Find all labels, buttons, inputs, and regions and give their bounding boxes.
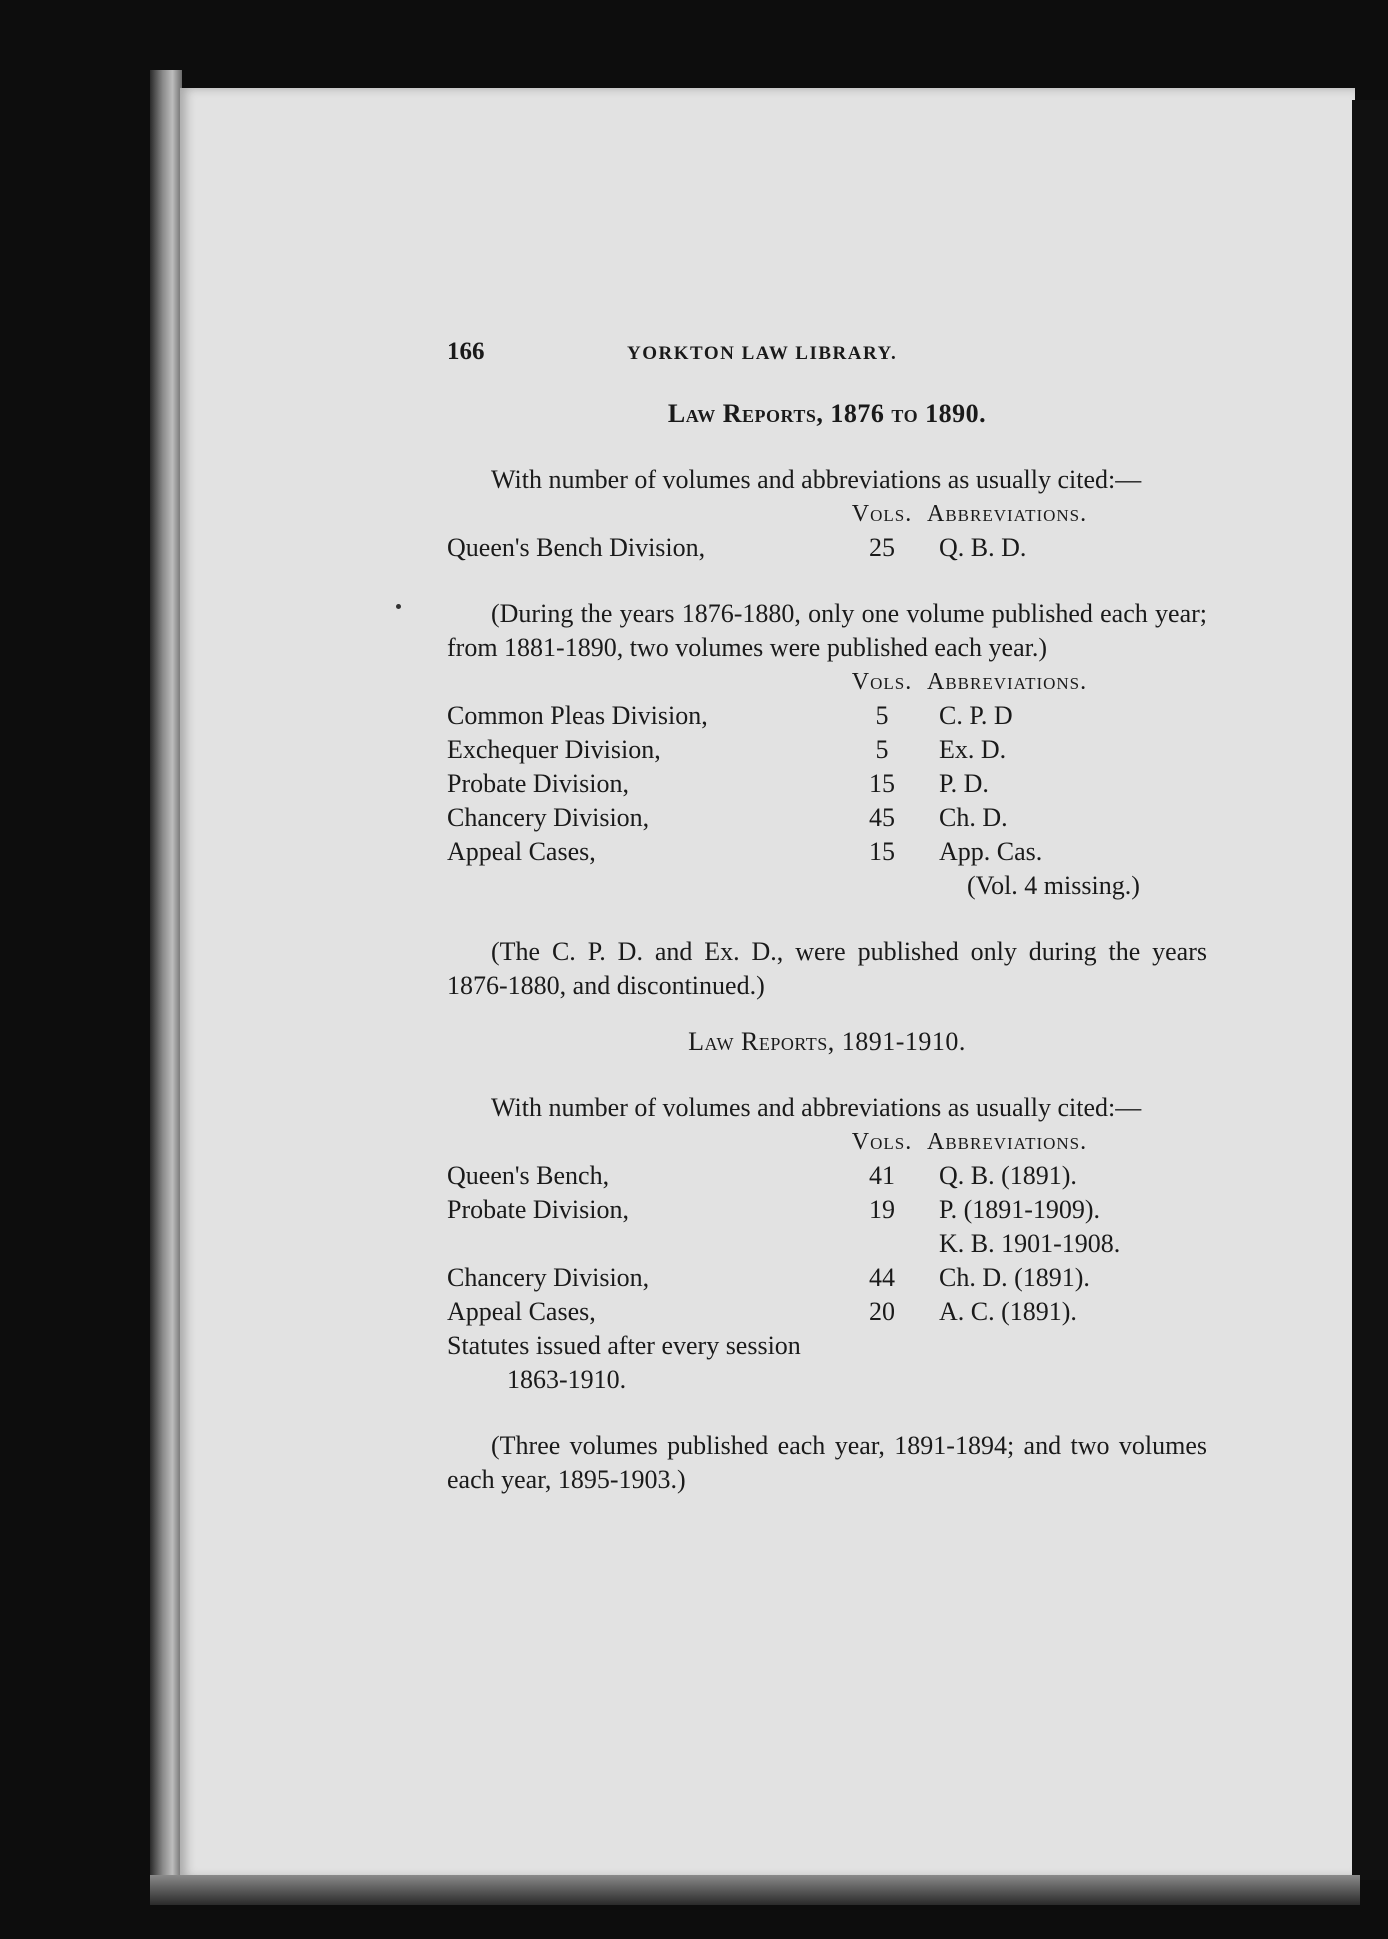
table-row xyxy=(447,531,1207,565)
section2-intro: With number of volumes and abbreviations as usually cited:— xyxy=(491,1093,1142,1122)
vols-column-header: Vols. xyxy=(851,1129,913,1155)
report-vols: 5 xyxy=(875,701,889,730)
report-name: Exchequer Division, xyxy=(447,735,661,764)
report-vols: 20 xyxy=(869,1297,895,1326)
report-abbr: Q. B. D. xyxy=(939,533,1027,562)
report-name: Appeal Cases, xyxy=(447,837,596,866)
report-abbr: Ex. D. xyxy=(939,735,1007,764)
table-row xyxy=(447,869,1207,903)
report-vols: 19 xyxy=(869,1195,895,1224)
abbr-column-header: Abbreviations. xyxy=(927,501,1088,527)
report-name: Probate Division, xyxy=(447,1195,629,1224)
report-name: Queen's Bench, xyxy=(447,1161,610,1190)
report-abbr: K. B. 1901-1908. xyxy=(939,1229,1121,1258)
report-name: Appeal Cases, xyxy=(447,1297,596,1326)
report-abbr: P. (1891-1909). xyxy=(939,1195,1101,1224)
table-row xyxy=(447,1159,1207,1193)
report-vols: 15 xyxy=(869,769,895,798)
page-edge-bottom xyxy=(150,1875,1360,1905)
report-abbr: Ch. D. xyxy=(939,803,1008,832)
table-row xyxy=(447,835,1207,869)
section2-heading: Law Reports, 1891-1910. xyxy=(688,1027,966,1056)
abbr-column-header: Abbreviations. xyxy=(927,669,1088,695)
report-abbr: App. Cas. xyxy=(939,837,1043,866)
report-name: Common Pleas Division, xyxy=(447,701,708,730)
table-row xyxy=(447,699,1207,733)
page-number: 166 xyxy=(447,338,485,365)
margin-dot xyxy=(396,604,401,609)
report-name: Chancery Division, xyxy=(447,1263,650,1292)
table-row xyxy=(447,733,1207,767)
report-abbr: Q. B. (1891). xyxy=(939,1161,1077,1190)
section2-column-header xyxy=(447,1125,1207,1159)
report-abbr: A. C. (1891). xyxy=(939,1297,1077,1326)
page-edge-right xyxy=(1352,100,1388,1880)
report-vols: 5 xyxy=(875,735,889,764)
running-head xyxy=(447,335,1207,375)
report-vols: 41 xyxy=(869,1161,895,1190)
report-abbr: P. D. xyxy=(939,769,989,798)
report-name: Chancery Division, xyxy=(447,803,650,832)
abbr-column-header: Abbreviations. xyxy=(927,1129,1088,1155)
report-vols: 15 xyxy=(869,837,895,866)
book-title: YORKTON LAW LIBRARY. xyxy=(627,343,898,364)
section1-column-header-a xyxy=(447,497,1207,531)
table-row xyxy=(447,1193,1207,1227)
report-vols: 44 xyxy=(869,1263,895,1292)
statutes-line: Statutes issued after every session xyxy=(447,1331,801,1360)
statutes-years: 1863-1910. xyxy=(507,1365,627,1394)
report-abbr: C. P. D xyxy=(939,701,1013,730)
table-row xyxy=(447,1227,1207,1261)
page-text xyxy=(447,335,1207,1497)
missing-note: (Vol. 4 missing.) xyxy=(967,871,1140,900)
report-vols: 25 xyxy=(869,533,895,562)
report-abbr: Ch. D. (1891). xyxy=(939,1263,1090,1292)
vols-column-header: Vols. xyxy=(851,669,913,695)
report-name: Queen's Bench Division, xyxy=(447,533,706,562)
table-row xyxy=(447,801,1207,835)
report-vols: 45 xyxy=(869,803,895,832)
section1-heading: Law Reports, 1876 to 1890. xyxy=(667,399,987,428)
section1-note2: (The C. P. D. and Ex. D., were published only during the years 1876-1880, and discontinued.) xyxy=(447,937,1207,1000)
table-row xyxy=(447,1295,1207,1329)
book-spine xyxy=(150,70,182,1890)
section1-column-header-b xyxy=(447,665,1207,699)
section1-note1: (During the years 1876-1880, only one volume published each year; from 1881-1890, two volumes were published each year.) xyxy=(447,599,1207,662)
section2-note: (Three volumes published each year, 1891-1894; and two volumes each year, 1895-1903.) xyxy=(447,1431,1207,1494)
section1-intro: With number of volumes and abbreviations as usually cited:— xyxy=(491,465,1142,494)
table-row xyxy=(447,767,1207,801)
table-row xyxy=(447,1261,1207,1295)
vols-column-header: Vols. xyxy=(851,501,913,527)
report-name: Probate Division, xyxy=(447,769,629,798)
